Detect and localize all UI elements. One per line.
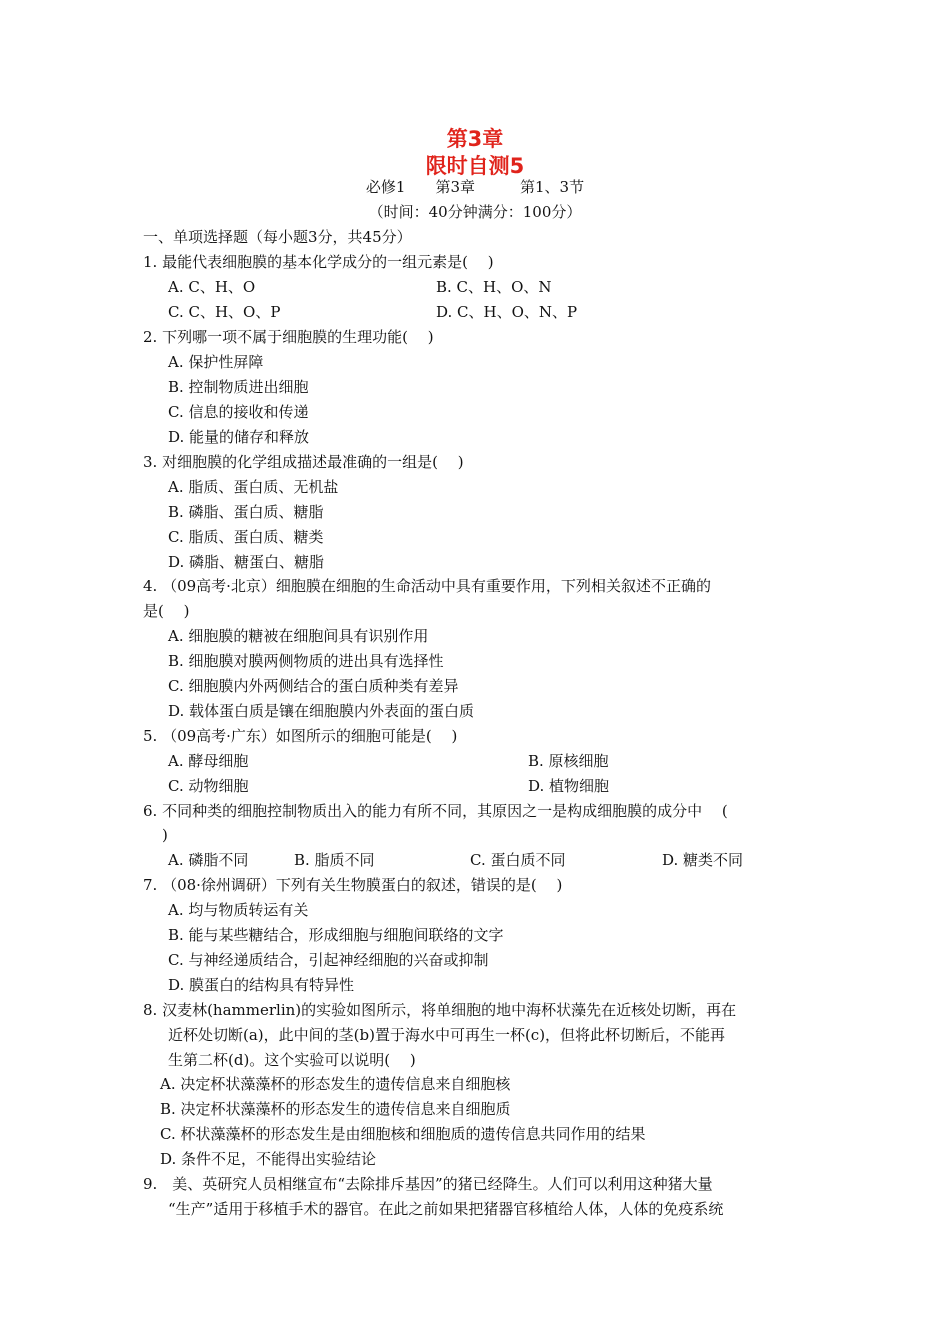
- option-6d: D. 糖类不同: [662, 851, 744, 869]
- option-6b: B. 脂质不同: [294, 851, 375, 869]
- option-7c: C. 与神经递质结合，引起神经细胞的兴奋或抑制: [168, 951, 489, 969]
- option-5d: D. 植物细胞: [528, 777, 610, 795]
- question-4-cont: 是( ): [143, 602, 190, 620]
- option-5a: A. 酵母细胞: [168, 752, 249, 770]
- option-1a: A. C、H、O: [168, 278, 256, 296]
- option-8c: C. 杯状藻藻杯的形态发生是由细胞核和细胞质的遗传信息共同作用的结果: [160, 1125, 646, 1143]
- question-5: 5. （09高考·广东）如图所示的细胞可能是( ): [143, 727, 458, 745]
- question-6-cont: ): [162, 826, 168, 844]
- question-9-cont: “生产”适用于移植手术的器官。在此之前如果把猪器官移植给人体，人体的免疫系统: [168, 1200, 724, 1218]
- option-4b: B. 细胞膜对膜两侧物质的进出具有选择性: [168, 652, 444, 670]
- option-2c: C. 信息的接收和传递: [168, 403, 309, 421]
- section-heading: 一、单项选择题（每小题3分，共45分）: [143, 228, 412, 246]
- option-1c: C. C、H、O、P: [168, 303, 281, 321]
- option-5b: B. 原核细胞: [528, 752, 609, 770]
- question-8-cont-1: 近杯处切断(a)，此中间的茎(b)置于海水中可再生一杯(c)，但将此杯切断后，不能再: [168, 1026, 726, 1044]
- option-8d: D. 条件不足，不能得出实验结论: [160, 1150, 377, 1168]
- option-6c: C. 蛋白质不同: [470, 851, 566, 869]
- question-3: 3. 对细胞膜的化学组成描述最准确的一组是( ): [143, 453, 464, 471]
- option-3a: A. 脂质、蛋白质、无机盐: [168, 478, 339, 496]
- option-3c: C. 脂质、蛋白质、糖类: [168, 528, 324, 546]
- test-title: 限时自测5: [425, 154, 525, 178]
- option-2a: A. 保护性屏障: [168, 353, 264, 371]
- question-1: 1. 最能代表细胞膜的基本化学成分的一组元素是( ): [143, 253, 494, 271]
- option-3d: D. 磷脂、糖蛋白、糖脂: [168, 553, 325, 571]
- option-4d: D. 载体蛋白质是镶在细胞膜内外表面的蛋白质: [168, 702, 475, 720]
- option-1b: B. C、H、O、N: [436, 278, 552, 296]
- option-3b: B. 磷脂、蛋白质、糖脂: [168, 503, 324, 521]
- option-4c: C. 细胞膜内外两侧结合的蛋白质种类有差异: [168, 677, 459, 695]
- question-8-cont-2: 生第二杯(d)。这个实验可以说明( ): [168, 1051, 416, 1069]
- option-1d: D. C、H、O、N、P: [436, 303, 578, 321]
- question-7: 7. （08·徐州调研）下列有关生物膜蛋白的叙述，错误的是( ): [143, 876, 563, 894]
- chapter-title: 第3章: [446, 127, 504, 151]
- option-4a: A. 细胞膜的糖被在细胞间具有识别作用: [168, 627, 429, 645]
- option-8b: B. 决定杯状藻藻杯的形态发生的遗传信息来自细胞质: [160, 1100, 511, 1118]
- option-2d: D. 能量的储存和释放: [168, 428, 310, 446]
- time-info: （时间：40分钟满分：100分）: [368, 203, 582, 221]
- option-7a: A. 均与物质转运有关: [168, 901, 309, 919]
- question-9: 9. 美、英研究人员相继宣布“去除排斥基因”的猪已经降生。人们可以利用这种猪大量: [143, 1175, 713, 1193]
- question-6: 6. 不同种类的细胞控制物质出入的能力有所不同，其原因之一是构成细胞膜的成分中 (: [143, 802, 728, 820]
- option-7b: B. 能与某些糖结合，形成细胞与细胞间联络的文字: [168, 926, 504, 944]
- option-7d: D. 膜蛋白的结构具有特异性: [168, 976, 355, 994]
- option-6a: A. 磷脂不同: [168, 851, 249, 869]
- option-8a: A. 决定杯状藻藻杯的形态发生的遗传信息来自细胞核: [160, 1075, 511, 1093]
- question-2: 2. 下列哪一项不属于细胞膜的生理功能( ): [143, 328, 434, 346]
- option-5c: C. 动物细胞: [168, 777, 249, 795]
- question-8: 8. 汉麦林(hammerlin)的实验如图所示，将单细胞的地中海杯状藻先在近核处切断，再在: [143, 1001, 737, 1019]
- subtitle: 必修1 第3章 第1、3节: [365, 178, 585, 196]
- option-2b: B. 控制物质进出细胞: [168, 378, 309, 396]
- question-4: 4. （09高考·北京）细胞膜在细胞的生命活动中具有重要作用，下列相关叙述不正确的: [143, 577, 711, 595]
